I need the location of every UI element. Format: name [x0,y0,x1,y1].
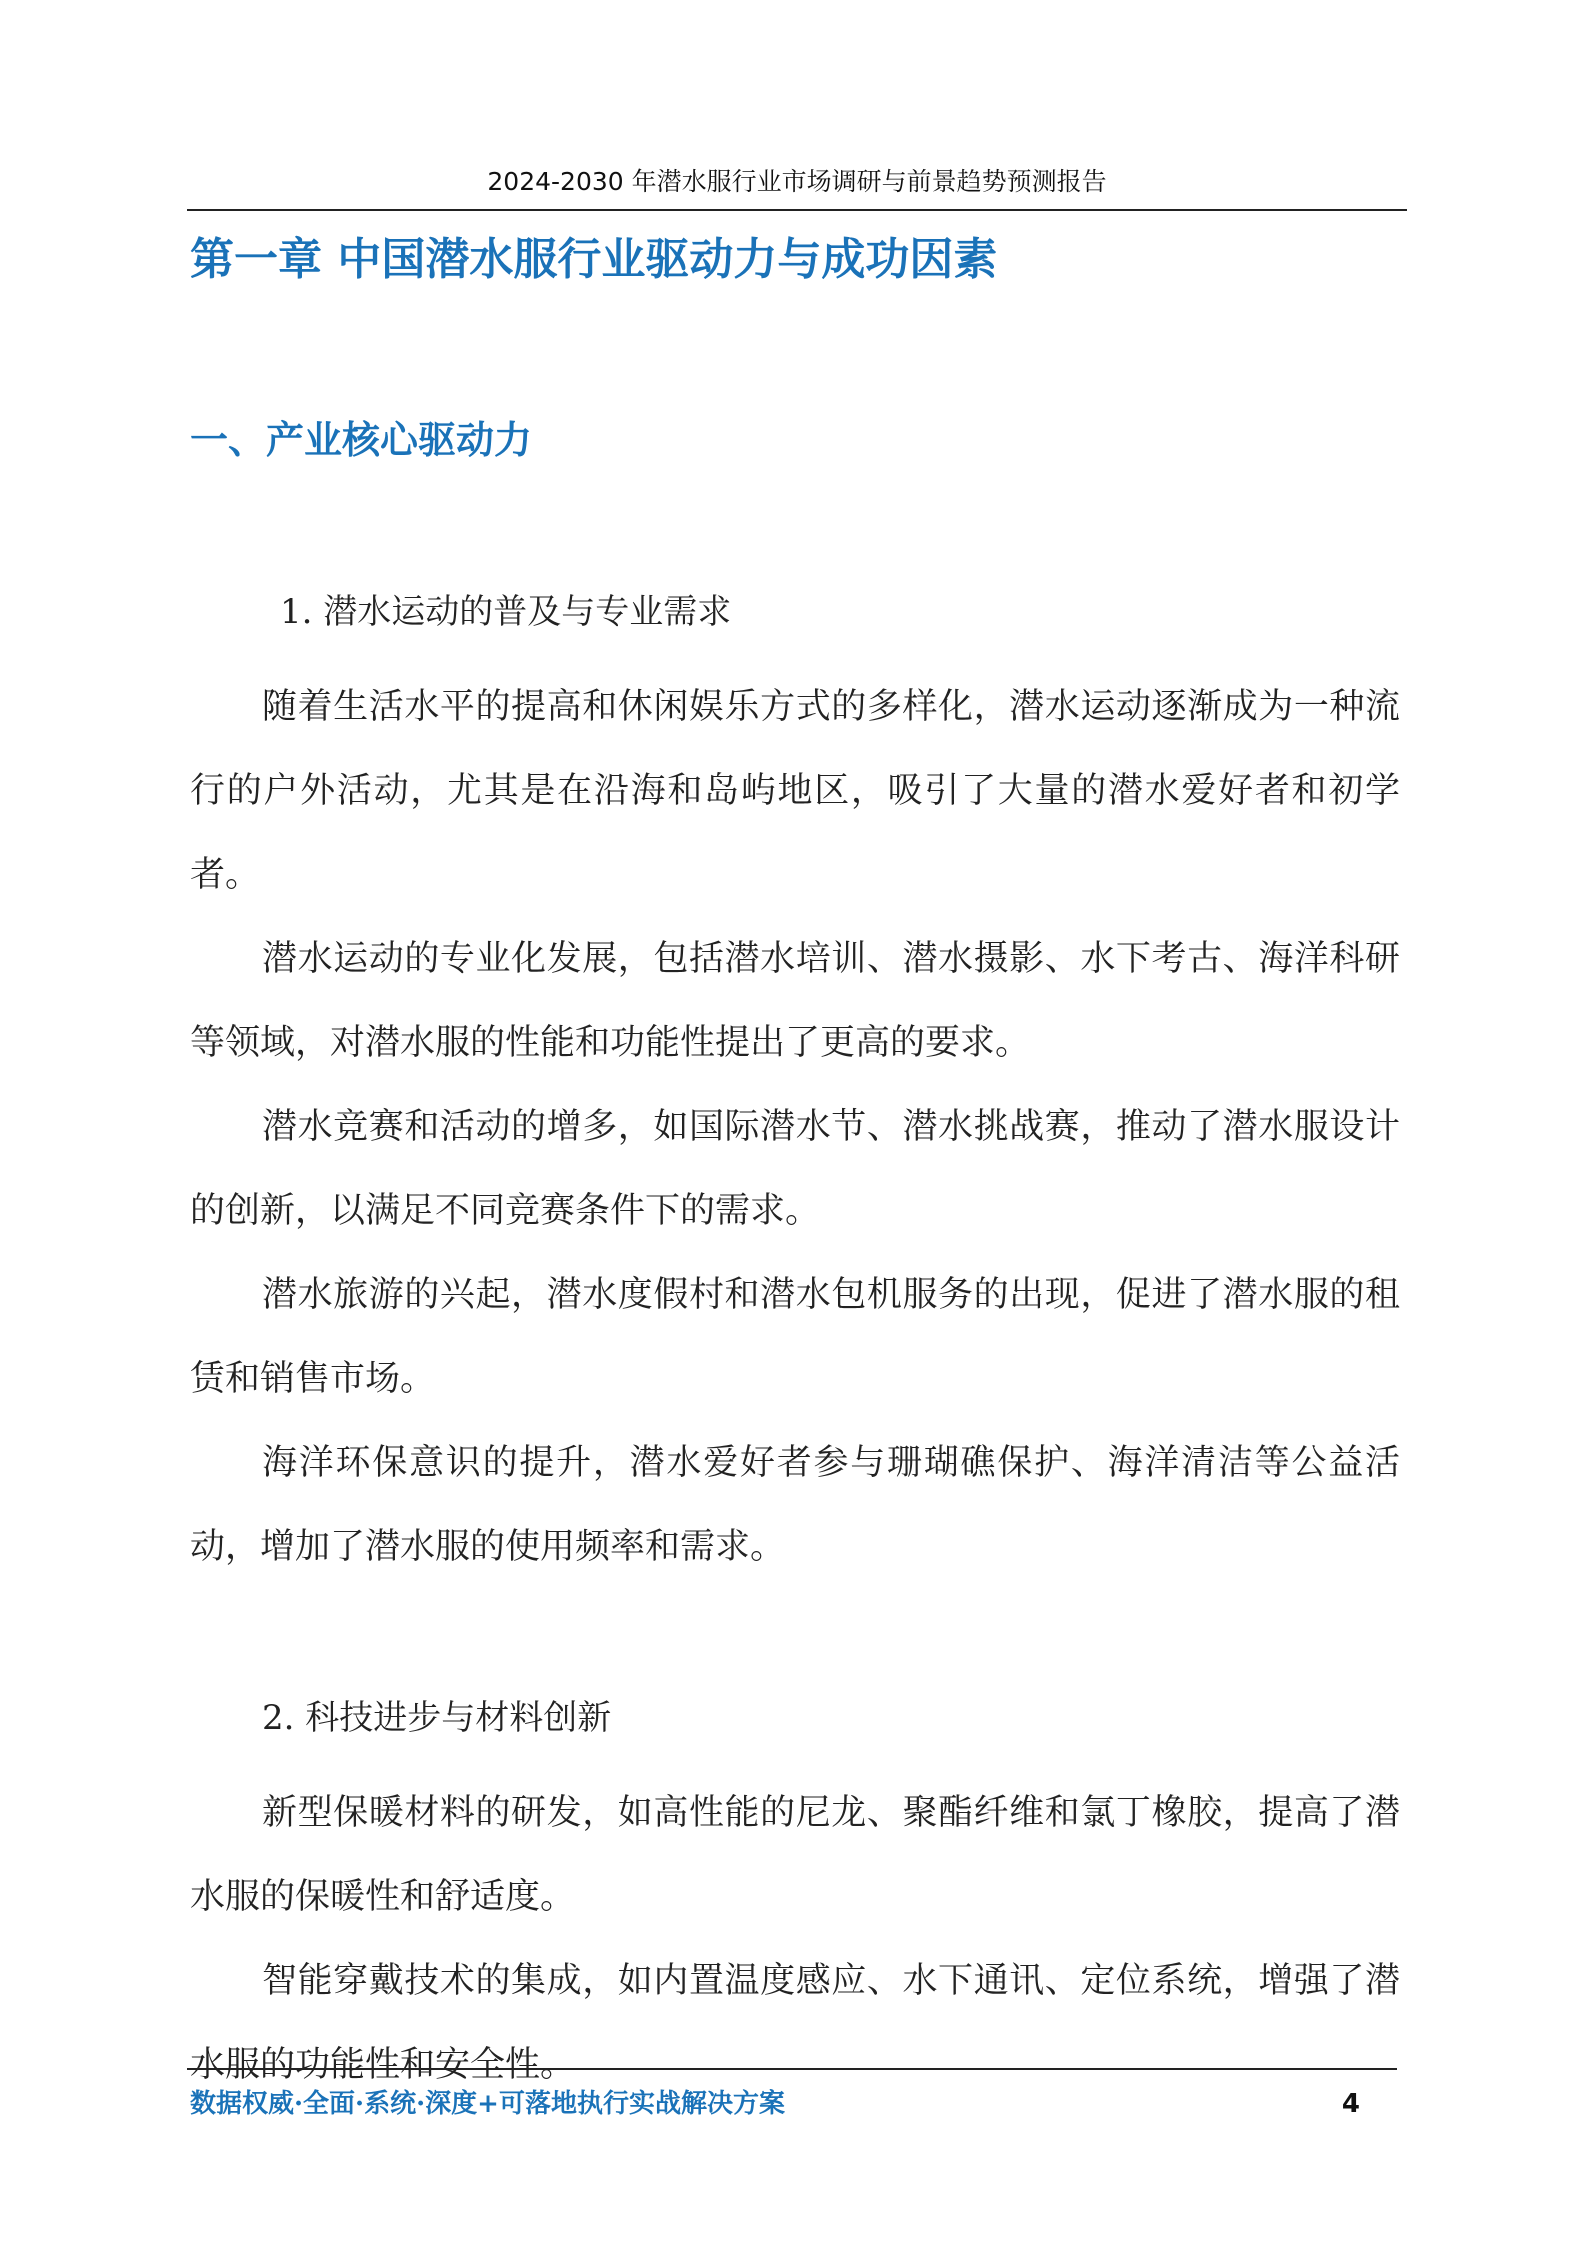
chapter-title: 第一章 中国潜水服行业驱动力与成功因素 [190,234,998,285]
footer-divider [187,2068,1397,2070]
body-content [190,582,1400,2107]
paragraph-1-2: 潜水运动的专业化发展，包括潜水培训、潜水摄影、水下考古、海洋科研等领域，对潜水服的性能和功能性提出了更高的要求。 [190,939,1400,1063]
footer-slogan: 数据权威·全面·系统·深度+可落地执行实战解决方案 [190,2089,785,2119]
section-title: 一、产业核心驱动力 [190,418,533,462]
page-number: 4 [1341,2089,1360,2119]
report-header-title: 2024-2030 年潜水服行业市场调研与前景趋势预测报告 [487,167,1107,196]
paragraph-1-5: 海洋环保意识的提升，潜水爱好者参与珊瑚礁保护、海洋清洁等公益活动，增加了潜水服的使用频率和需求。 [190,1443,1400,1567]
subsection-heading-1: 1. 潜水运动的普及与专业需求 [280,592,732,632]
subsection-heading-2: 2. 科技进步与材料创新 [262,1698,612,1738]
paragraph-1-3: 潜水竞赛和活动的增多，如国际潜水节、潜水挑战赛，推动了潜水服设计的创新，以满足不同竞赛条件下的需求。 [190,1107,1400,1231]
paragraph-1-1: 随着生活水平的提高和休闲娱乐方式的多样化，潜水运动逐渐成为一种流行的户外活动，尤其是在沿海和岛屿地区，吸引了大量的潜水爱好者和初学者。 [190,687,1400,895]
header-divider [187,209,1407,211]
paragraph-2-2: 智能穿戴技术的集成，如内置温度感应、水下通讯、定位系统，增强了潜水服的功能性和安全性。 [190,1961,1400,2085]
paragraph-2-1: 新型保暖材料的研发，如高性能的尼龙、聚酯纤维和氯丁橡胶，提高了潜水服的保暖性和舒适度。 [190,1793,1400,1917]
paragraph-1-4: 潜水旅游的兴起，潜水度假村和潜水包机服务的出现，促进了潜水服的租赁和销售市场。 [190,1275,1400,1399]
